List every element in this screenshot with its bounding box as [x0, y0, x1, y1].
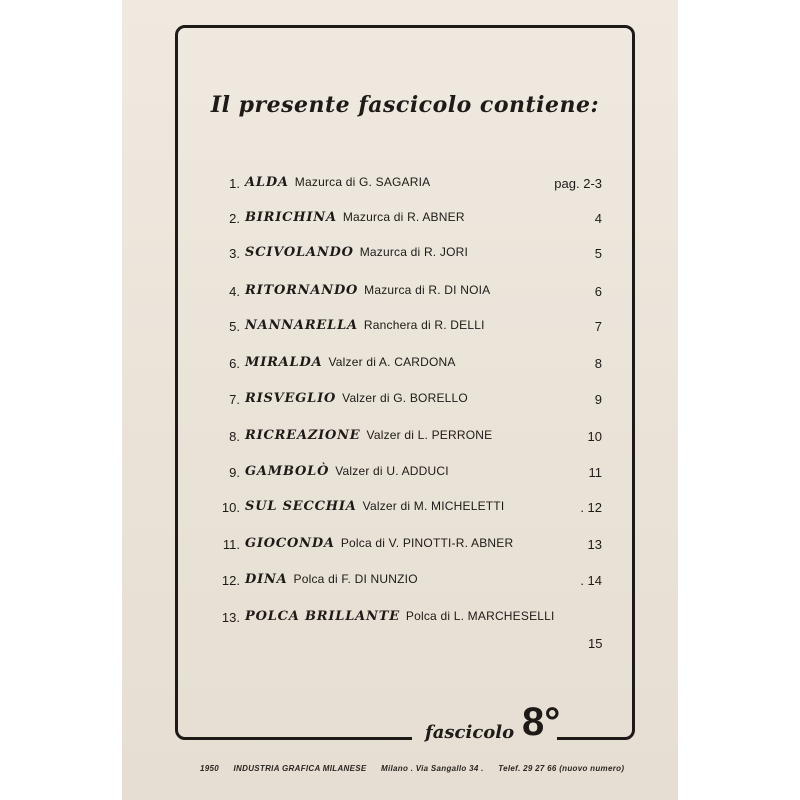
toc-entry-12	[0, 573, 800, 597]
toc-entry-10	[0, 500, 800, 524]
entry-page: 8	[594, 356, 602, 371]
entry-title: ALDA Mazurca di G. SAGARIA	[245, 175, 431, 190]
entry-title: RICREAZIONE Valzer di L. PERRONE	[245, 428, 493, 443]
fascicolo-label: fascicolo	[425, 722, 515, 743]
entry-page: pag. 2-3	[554, 176, 602, 191]
footer-address: Milano . Via Sangallo 34 .	[381, 764, 484, 773]
entry-page: 15	[588, 636, 603, 651]
entry-page: 11	[588, 465, 602, 480]
entry-page: 9	[594, 392, 602, 407]
entry-number: 13.	[221, 610, 240, 625]
entry-composer: Valzer di L. PERRONE	[366, 428, 493, 442]
entry-composer: Mazurca di R. ABNER	[342, 210, 465, 224]
toc-entry-4	[0, 284, 800, 308]
entry-number: 9.	[229, 465, 240, 480]
footer-phone: Telef. 29 27 66 (nuovo numero)	[498, 764, 625, 773]
entry-composer: Mazurca di R. JORI	[359, 245, 469, 259]
entry-title: MIRALDA Valzer di A. CARDONA	[245, 355, 456, 370]
entry-composer: Mazurca di G. SAGARIA	[294, 175, 431, 189]
entry-number: 6.	[229, 356, 240, 371]
toc-entry-11	[0, 537, 800, 561]
entry-number: 12.	[221, 573, 240, 588]
entry-number: 8.	[229, 429, 240, 444]
entry-page: . 14	[580, 573, 602, 588]
entry-number: 7.	[229, 392, 240, 407]
toc-entry-13	[0, 610, 800, 634]
entry-number: 5.	[229, 319, 240, 334]
entry-composer: Polca di F. DI NUNZIO	[293, 572, 418, 586]
entry-composer: Mazurca di R. DI NOIA	[364, 283, 491, 297]
fascicolo-number: 8°	[522, 700, 561, 744]
entry-title: GIOCONDA Polca di V. PINOTTI-R. ABNER	[245, 536, 514, 551]
entry-title: BIRICHINA Mazurca di R. ABNER	[245, 210, 465, 225]
entry-composer: Valzer di A. CARDONA	[328, 355, 456, 369]
entry-page: 7	[594, 319, 602, 334]
page-title: Il presente fascicolo contiene:	[210, 92, 600, 118]
entry-composer: Polca di V. PINOTTI-R. ABNER	[340, 536, 514, 550]
entry-title: RISVEGLIO Valzer di G. BORELLO	[245, 391, 468, 406]
entry-composer: Valzer di M. MICHELETTI	[362, 499, 505, 513]
entry-title: RITORNANDO Mazurca di R. DI NOIA	[245, 283, 491, 298]
toc-entry-2	[0, 211, 800, 235]
toc-entry-6	[0, 356, 800, 380]
entry-title: NANNARELLA Ranchera di R. DELLI	[245, 318, 485, 333]
entry-page: 13	[587, 537, 602, 552]
toc-entry-8	[0, 429, 800, 453]
footer-imprint	[200, 764, 636, 773]
toc-entry-9	[0, 465, 800, 489]
entry-title: GAMBOLÒ Valzer di U. ADDUCI	[245, 464, 449, 479]
toc-entry-7	[0, 392, 800, 416]
toc-entry-3	[0, 246, 800, 270]
entry-number: 11.	[222, 537, 240, 552]
entry-number: 2.	[229, 211, 240, 226]
entry-page: 5	[594, 246, 602, 261]
entry-title: POLCA BRILLANTE Polca di L. MARCHESELLI	[245, 609, 555, 624]
toc-entry-5	[0, 319, 800, 343]
entry-number: 4.	[229, 284, 240, 299]
entry-page: 4	[594, 211, 602, 226]
entry-number: 3.	[229, 246, 240, 261]
entry-number: 10.	[221, 500, 240, 515]
footer-year: 1950	[200, 764, 219, 773]
toc-entry-1	[0, 176, 800, 200]
entry-title: SUL SECCHIA Valzer di M. MICHELETTI	[245, 499, 505, 514]
entry-title: SCIVOLANDO Mazurca di R. JORI	[245, 245, 469, 260]
entry-composer: Valzer di U. ADDUCI	[335, 464, 449, 478]
entry-page: 10	[587, 429, 602, 444]
entry-page: . 12	[580, 500, 602, 515]
entry-page: 6	[594, 284, 602, 299]
entry-title: DINA Polca di F. DI NUNZIO	[245, 572, 418, 587]
footer-publisher: INDUSTRIA GRAFICA MILANESE	[233, 764, 367, 773]
entry-composer: Valzer di G. BORELLO	[342, 391, 468, 405]
entry-composer: Ranchera di R. DELLI	[363, 318, 485, 332]
entry-number: 1.	[229, 176, 240, 191]
entry-composer: Polca di L. MARCHESELLI	[405, 609, 555, 623]
